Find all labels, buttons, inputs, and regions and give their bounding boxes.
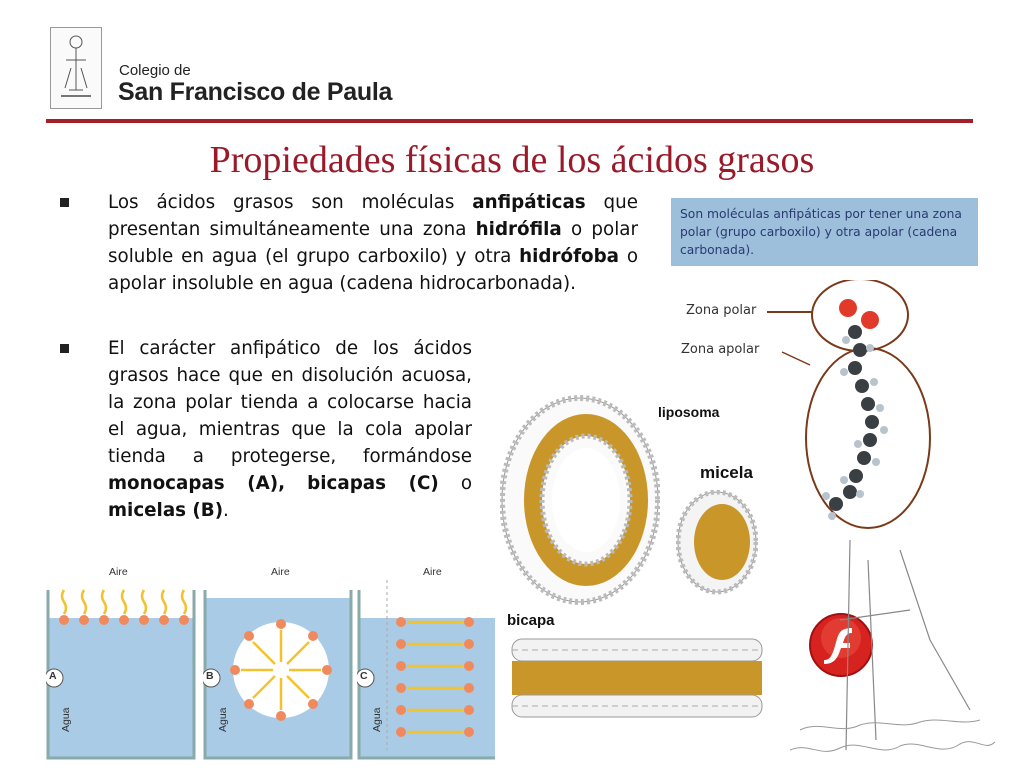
water-label: Agua <box>60 707 72 732</box>
label-zona-polar: Zona polar <box>686 303 757 318</box>
panel-letter-b: B <box>206 670 214 682</box>
fatty-acid-molecule-icon <box>760 280 960 540</box>
water-label: Agua <box>217 707 229 732</box>
label-zona-apolar: Zona apolar <box>681 342 760 357</box>
school-logo-icon <box>50 27 102 109</box>
paragraph-1: Los ácidos grasos son moléculas anfipáticas que presentan simultáneamente una zona hidrófila o polar soluble en agua (el grupo carboxilo) y otra hidrófoba o apolar insoluble en agua (cadena hidrocarbonada). <box>108 192 638 294</box>
panel-b <box>203 560 353 760</box>
school-name: San Francisco de Paula <box>118 78 393 106</box>
air-label: Aire <box>423 566 442 578</box>
panel-letter-a: A <box>49 670 57 682</box>
panel-letter-c: C <box>360 670 368 682</box>
air-label: Aire <box>109 566 128 578</box>
label-bicapa: bicapa <box>507 612 555 629</box>
school-name-prefix: Colegio de <box>119 62 191 79</box>
label-liposoma: liposoma <box>658 404 720 420</box>
callout-text: Son moléculas anfipáticas por tener una zona polar (grupo carboxilo) y otra apolar (cadena carbonada). <box>680 207 962 257</box>
bilayer-diagram <box>508 635 766 720</box>
panel-c <box>357 560 495 760</box>
air-label: Aire <box>271 566 290 578</box>
panel-a <box>46 560 196 760</box>
label-micela: micela <box>700 463 753 482</box>
bullet-square-icon <box>60 344 69 353</box>
handwritten-sketch <box>780 530 1005 765</box>
water-label: Agua <box>371 707 383 732</box>
liposome-diagram <box>500 395 660 605</box>
slide-title: Propiedades físicas de los ácidos grasos <box>209 139 815 181</box>
micelle-diagram <box>676 490 758 595</box>
header-rule <box>46 119 973 123</box>
paragraph-2: El carácter anfipático de los ácidos grasos hace que en disolución acuosa, la zona polar tienda a colocarse hacia el agua, mientras que la cola apolar tienda a protegerse, formándose monocapas (A), bicapas (C) o micelas (B). <box>108 338 473 521</box>
bullet-square-icon <box>60 198 69 207</box>
